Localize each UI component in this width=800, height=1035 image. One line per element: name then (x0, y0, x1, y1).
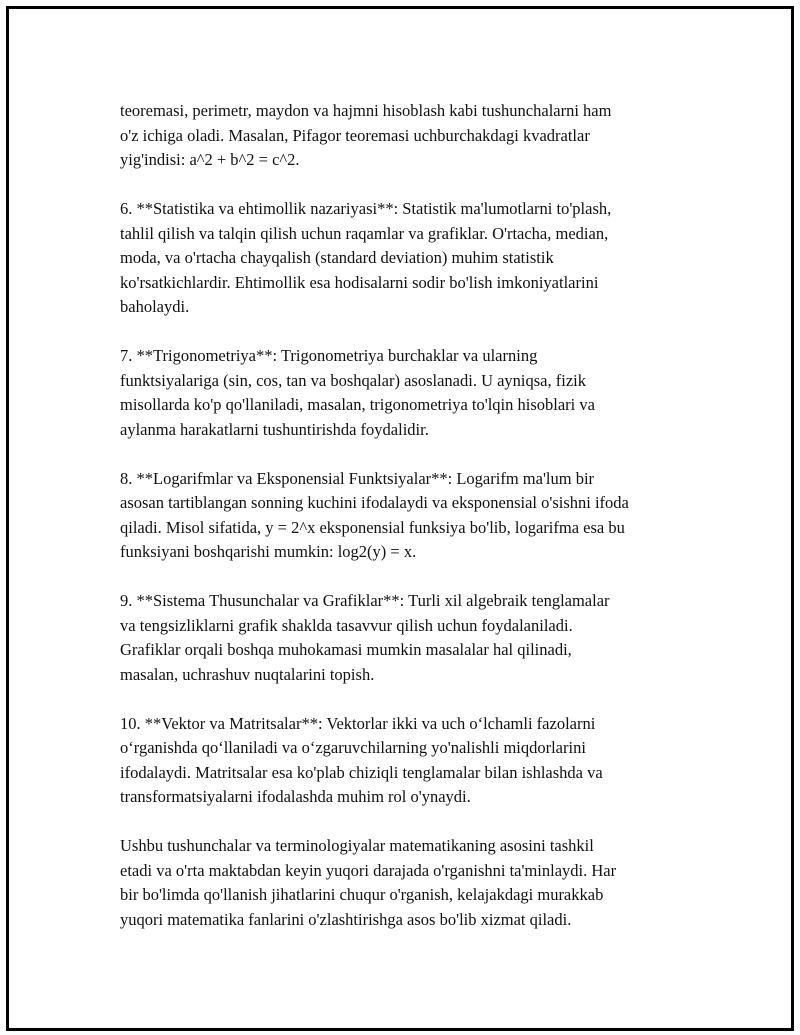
document-body (120, 99, 720, 957)
paragraph-vectors-matrices (120, 712, 720, 810)
text-line: ko'rsatkichlardir. Ehtimollik esa hodisalarni sodir bo'lish imkoniyatlarini (120, 272, 599, 292)
text-line: funksiyani boshqarishi mumkin: log2(y) = x. (120, 542, 417, 561)
text-line: ifodalaydi. Matritsalar esa ko'plab chiziqli tenglamalar bilan ishlashda va (120, 762, 603, 782)
text-line: 9. **Sistema Thusunchalar va Grafiklar**: Turli xil algebraik tenglamalar (120, 591, 610, 610)
text-line: baholaydi. (120, 297, 190, 316)
paragraph-conclusion (120, 834, 720, 932)
text-line: Grafiklar orqali boshqa muhokamasi mumkin masalalar hal qilinadi, (120, 640, 572, 659)
text-line: funktsiyalariga (sin, cos, tan va boshqalar) asoslanadi. U ayniqsa, fizik (120, 370, 586, 390)
text-line: Ushbu tushunchalar va terminologiyalar matematikaning asosini tashkil (120, 836, 594, 855)
text-line: va tengsizliklarni grafik shaklda tasavvur qilish uchun foydalaniladi. (120, 615, 573, 635)
text-line: o'z ichiga oladi. Masalan, Pifagor teoremasi uchburchakdagi kvadratlar (120, 125, 590, 145)
text-line: yuqori matematika fanlarini o'zlashtirishga asos bo'lib xizmat qiladi. (120, 909, 572, 929)
text-line: misollarda ko'p qo'llaniladi, masalan, trigonometriya to'lqin hisoblari va (120, 395, 595, 414)
text-line: transformatsiyalarni ifodalashda muhim rol o'ynaydi. (120, 787, 471, 806)
paragraph-trigonometry (120, 344, 720, 442)
text-line: teoremasi, perimetr, maydon va hajmni hisoblash kabi tushunchalarni ham (120, 101, 612, 120)
text-line: aylanma harakatlarni tushuntirishda foydalidir. (120, 419, 429, 439)
text-line: o‘rganishda qo‘llaniladi va o‘zgaruvchilarning yo'nalishli miqdorlarini (120, 738, 586, 757)
paragraph-logarithms (120, 467, 720, 565)
text-line: 6. **Statistika va ehtimollik nazariyasi**: Statistik ma'lumotlarni to'plash, (120, 199, 612, 218)
page-frame (6, 6, 794, 1031)
text-line: qiladi. Misol sifatida, y = 2^x eksponensial funksiya bo'lib, logarifma esa bu (120, 517, 625, 537)
text-line: masalan, uchrashuv nuqtalarini topish. (120, 664, 375, 684)
paragraph-systems-graphs (120, 589, 720, 687)
paragraph-geometry-continued (120, 99, 720, 173)
text-line: tahlil qilish va talqin qilish uchun raqamlar va grafiklar. O'rtacha, median, (120, 223, 609, 243)
text-line: yig'indisi: a^2 + b^2 = c^2. (120, 150, 300, 169)
text-line: bir bo'limda qo'llanish jihatlarini chuqur o'rganish, kelajakdagi murakkab (120, 885, 604, 904)
text-line: asosan tartiblangan sonning kuchini ifodalaydi va eksponensial o'sishni ifoda (120, 493, 629, 512)
text-line: moda, va o'rtacha chayqalish (standard deviation) muhim statistik (120, 248, 554, 267)
text-line: 10. **Vektor va Matritsalar**: Vektorlar ikki va uch o‘lchamli fazolarni (120, 713, 596, 733)
text-line: 8. **Logarifmlar va Eksponensial Funktsiyalar**: Logarifm ma'lum bir (120, 468, 595, 488)
text-line: etadi va o'rta maktabdan keyin yuqori darajada o'rganishni ta'minlaydi. Har (120, 860, 617, 880)
text-line: 7. **Trigonometriya**: Trigonometriya burchaklar va ularning (120, 346, 538, 365)
paragraph-statistics (120, 197, 720, 320)
